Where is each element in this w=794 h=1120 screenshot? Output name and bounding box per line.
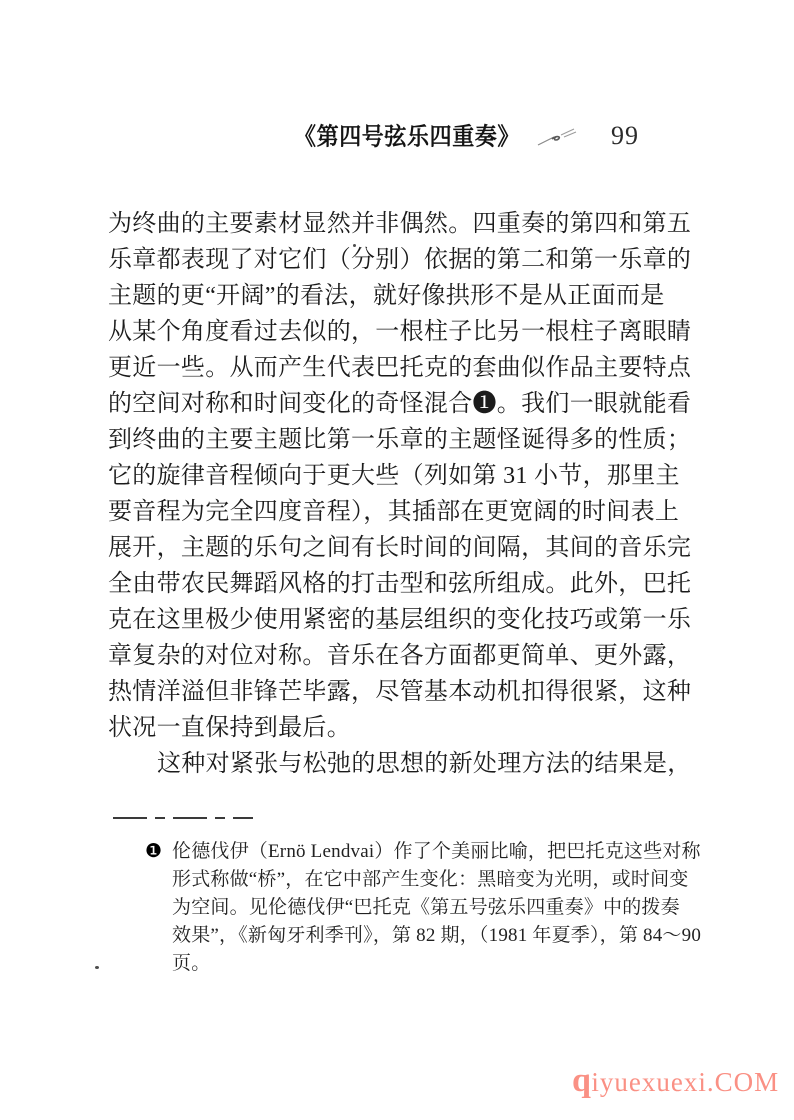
scan-speck	[353, 244, 356, 247]
text-line: 乐章都表现了对它们（分别）依据的第二和第一乐章的	[108, 247, 692, 273]
ink-smudge	[534, 125, 582, 149]
page-number: 99	[611, 121, 639, 150]
text-line: 到终曲的主要主题比第一乐章的主题怪诞得多的性质；	[108, 427, 692, 453]
footnote-line: 页。	[172, 953, 211, 974]
footnote-line: 伦德伐伊（Ernö Lendvai）作了个美丽比喻，把巴托克这些对称	[172, 841, 701, 862]
watermark-initial: q	[572, 1062, 592, 1099]
chapter-title: 《第四号弦乐四重奏》	[294, 123, 521, 151]
text-line: 它的旋律音程倾向于更大些（列如第 31 小节，那里主	[108, 463, 680, 489]
text-line: 状况一直保持到最后。	[108, 715, 351, 741]
scan-speck	[95, 966, 99, 969]
text-line: 更近一些。从而产生代表巴托克的套曲似作品主要特点	[108, 355, 692, 381]
paragraph-2-line: 这种对紧张与松弛的思想的新处理方法的结果是，	[157, 751, 692, 777]
paragraph-1	[108, 206, 692, 746]
footnote-line: 形式称做“桥”，在它中部产生变化：黑暗变为光明，或时间变	[172, 869, 689, 890]
text-line: 全由带农民舞蹈风格的打击型和弦所组成。此外，巴托	[108, 571, 692, 597]
text-line: 热情洋溢但非锋芒毕露，尽管基本动机扣得很紧，这种	[108, 679, 692, 705]
footnote-marker-icon: ❶	[145, 841, 163, 862]
footnote-divider	[113, 817, 253, 819]
text-line: 的空间对称和时间变化的奇怪混合❶。我们一眼就能看	[108, 391, 692, 417]
text-line: 为终曲的主要素材显然并非偶然。四重奏的第四和第五	[108, 211, 692, 237]
text-line: 主题的更“开阔”的看法，就好像拱形不是从正面而是	[108, 283, 665, 309]
text-line: 章复杂的对位对称。音乐在各方面都更简单、更外露，	[108, 643, 692, 669]
text-line: 展开，主题的乐句之间有长时间的间隔，其间的音乐完	[108, 535, 692, 561]
body-text	[108, 206, 692, 782]
footnote-line: 效果”，《新匈牙利季刊》，第 82 期，（1981 年夏季），第 84～90	[172, 925, 702, 946]
text-line: 从某个角度看过去似的，一根柱子比另一根柱子离眼睛	[108, 319, 692, 345]
footnote	[172, 838, 702, 978]
site-watermark	[572, 1064, 779, 1104]
footnote-line: 为空间。见伦德伐伊“巴托克《第五号弦乐四重奏》中的拨奏	[172, 897, 680, 918]
text-line: 克在这里极少使用紧密的基层组织的变化技巧或第一乐	[108, 607, 692, 633]
watermark-text: iyuexuexi.COM	[591, 1067, 780, 1097]
text-line: 要音程为完全四度音程），其插部在更宽阔的时间表上	[108, 499, 680, 525]
